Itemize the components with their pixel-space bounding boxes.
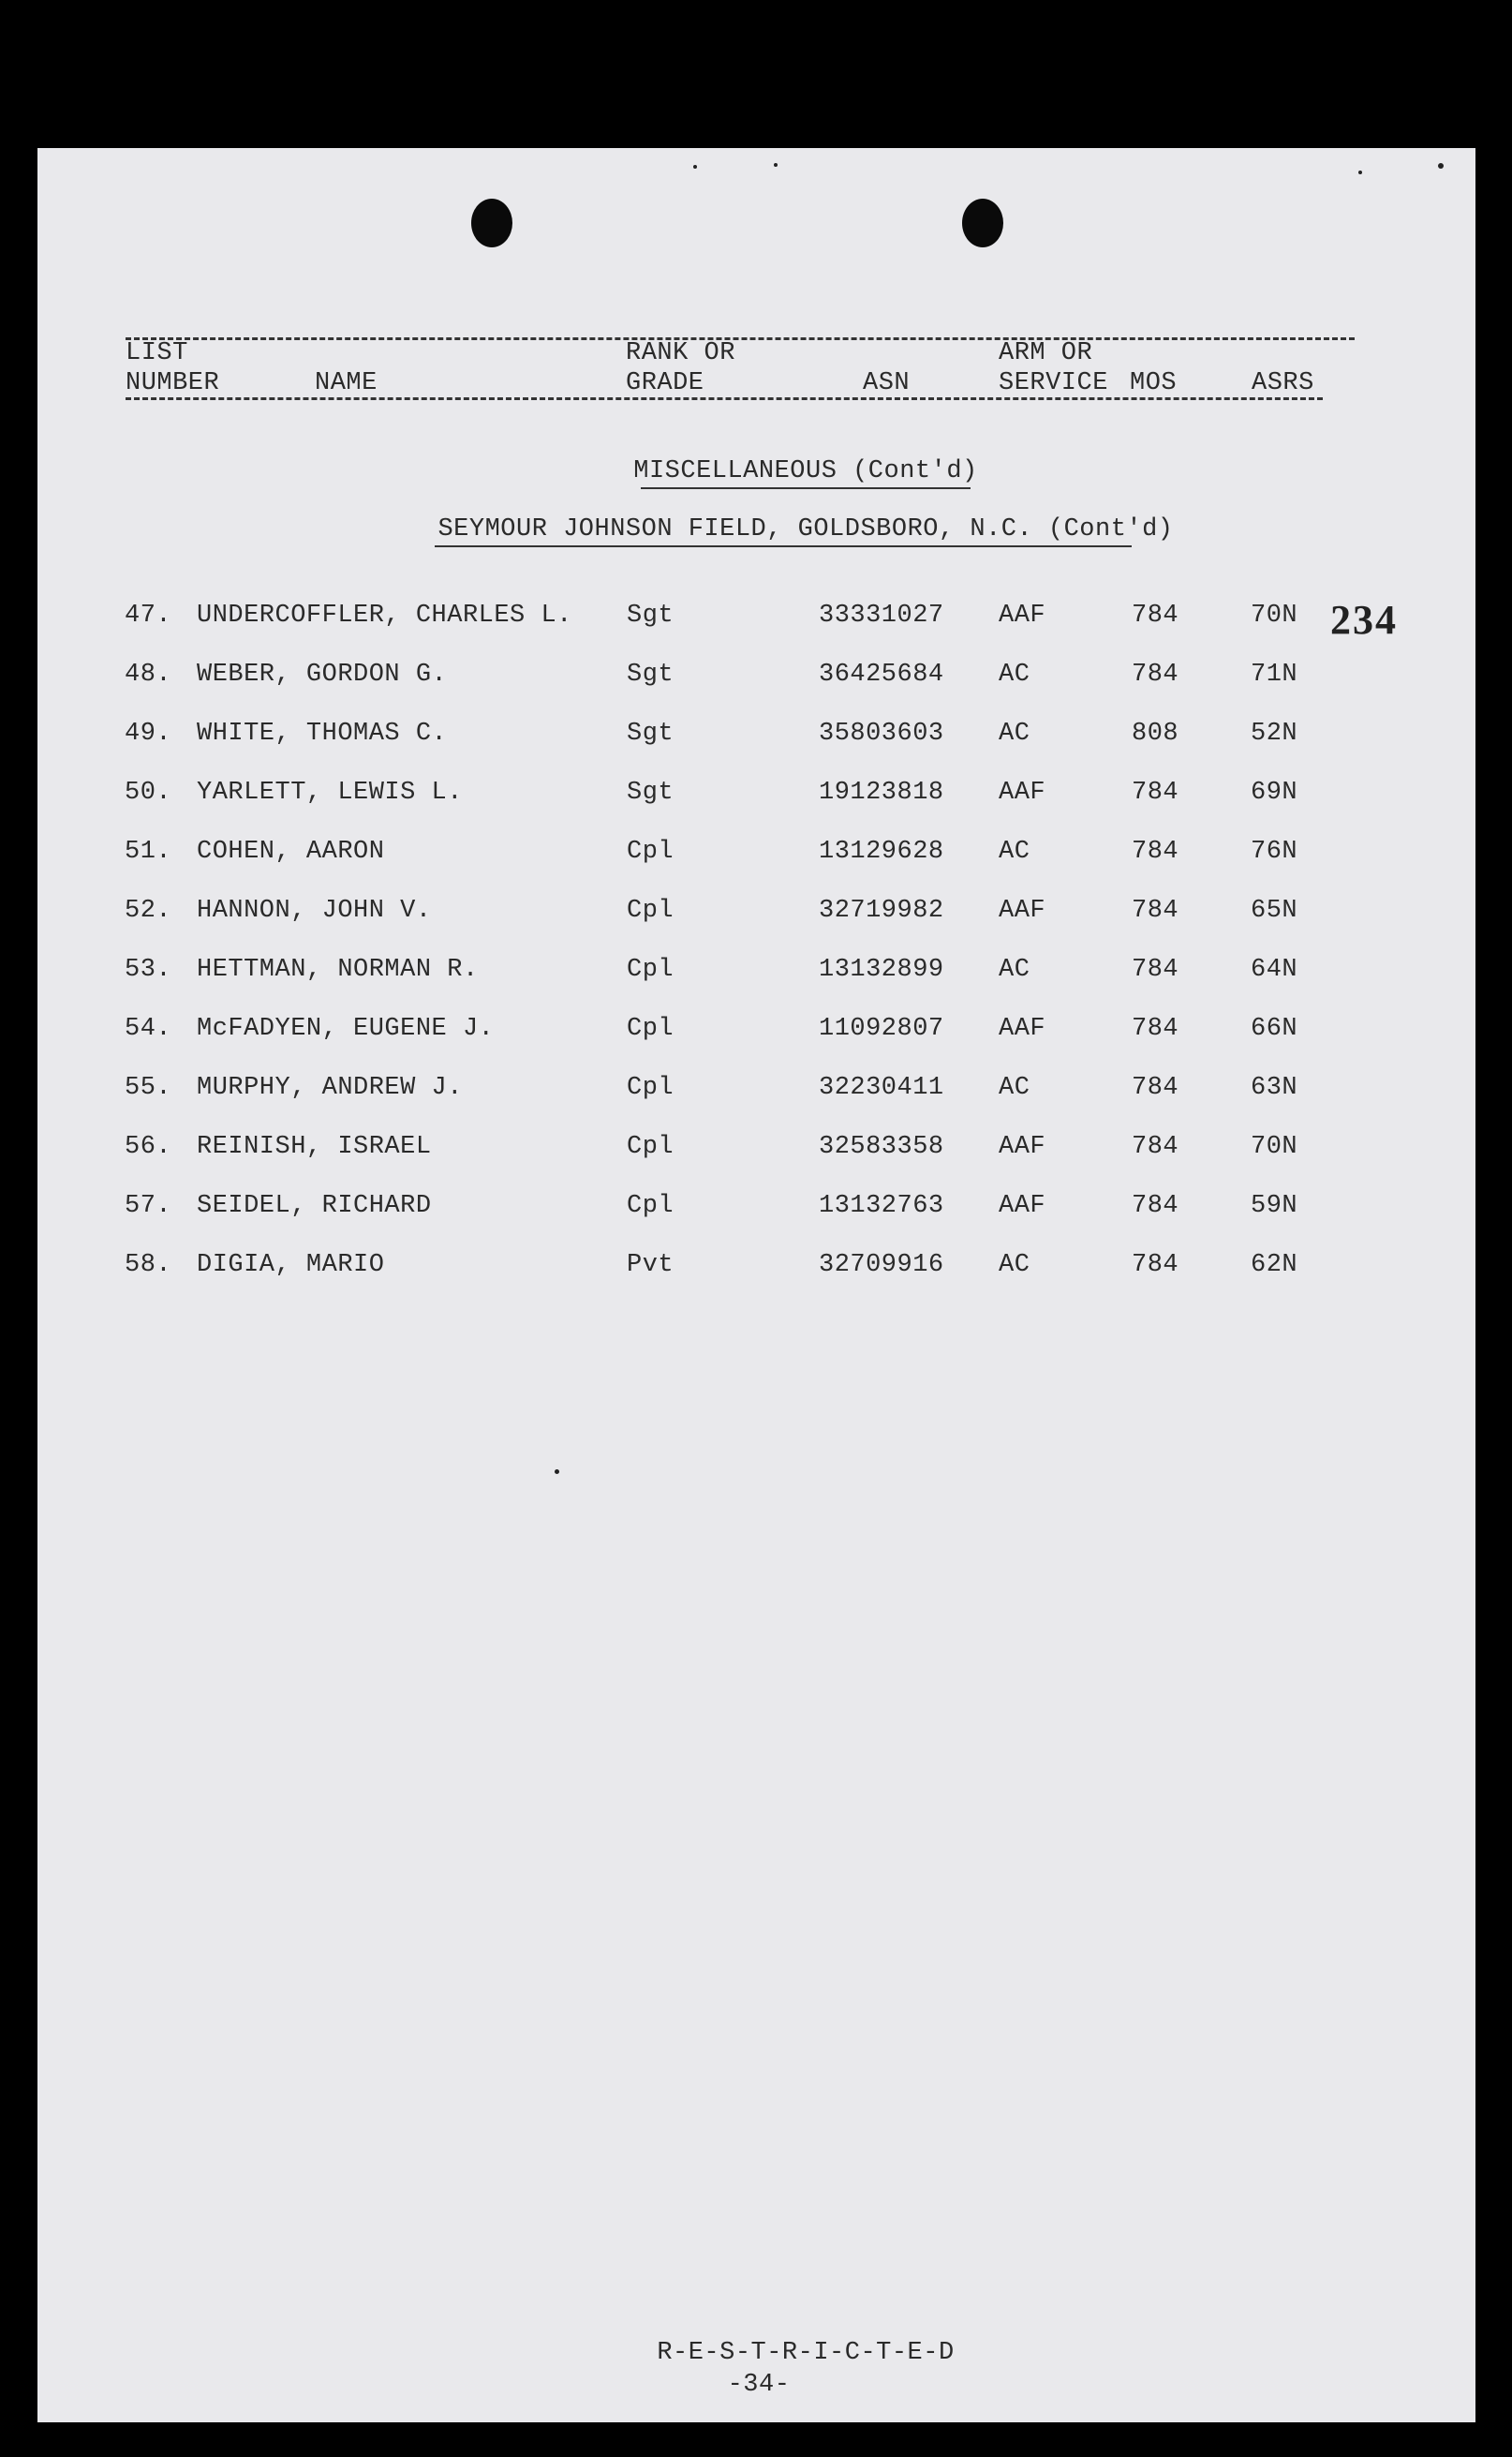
row-mos: 784: [1132, 1074, 1179, 1102]
row-asrs: 70N: [1251, 1133, 1298, 1161]
row-asrs: 65N: [1251, 897, 1298, 925]
row-rank: Cpl: [627, 897, 674, 925]
row-name: WHITE, THOMAS C.: [197, 720, 448, 748]
speck: [555, 1469, 559, 1474]
row-arm: AC: [999, 1074, 1030, 1102]
row-mos: 784: [1132, 661, 1179, 689]
row-asrs: 64N: [1251, 956, 1298, 984]
header-arm-or: ARM OR: [999, 339, 1093, 367]
row-name: HETTMAN, NORMAN R.: [197, 956, 479, 984]
row-arm: AAF: [999, 1015, 1046, 1043]
speck: [774, 163, 778, 167]
row-mos: 784: [1132, 779, 1179, 807]
row-rank: Cpl: [627, 1133, 674, 1161]
row-arm: AC: [999, 956, 1030, 984]
subsection-title: SEYMOUR JOHNSON FIELD, GOLDSBORO, N.C. (Cont'd): [437, 515, 1174, 544]
row-mos: 784: [1132, 838, 1179, 866]
page-stamp: 234: [1330, 597, 1398, 643]
row-mos: 784: [1132, 1192, 1179, 1220]
header-name: NAME: [315, 369, 378, 397]
row-name: HANNON, JOHN V.: [197, 897, 432, 925]
row-arm: AAF: [999, 1133, 1046, 1161]
row-number: 58.: [125, 1251, 172, 1279]
punch-hole-left: [471, 199, 512, 247]
row-name: COHEN, AARON: [197, 838, 385, 866]
row-mos: 784: [1132, 1251, 1179, 1279]
row-number: 54.: [125, 1015, 172, 1043]
row-number: 55.: [125, 1074, 172, 1102]
row-asn: 32719982: [819, 897, 944, 925]
header-asn: ASN: [863, 369, 911, 397]
header-list: LIST: [126, 339, 188, 367]
row-asn: 33331027: [819, 602, 944, 630]
section-title: MISCELLANEOUS (Cont'd): [633, 457, 978, 485]
header-number: NUMBER: [126, 369, 220, 397]
row-number: 47.: [125, 602, 172, 630]
header-service: SERVICE: [999, 369, 1108, 397]
row-number: 50.: [125, 779, 172, 807]
row-asrs: 71N: [1251, 661, 1298, 689]
speck: [693, 165, 697, 169]
row-arm: AC: [999, 720, 1030, 748]
header-grade: GRADE: [626, 369, 704, 397]
row-number: 57.: [125, 1192, 172, 1220]
row-name: REINISH, ISRAEL: [197, 1133, 432, 1161]
row-arm: AAF: [999, 897, 1046, 925]
row-mos: 784: [1132, 1133, 1179, 1161]
row-asn: 11092807: [819, 1015, 944, 1043]
row-rank: Cpl: [627, 1015, 674, 1043]
row-asrs: 76N: [1251, 838, 1298, 866]
row-mos: 784: [1132, 897, 1179, 925]
row-mos: 808: [1132, 720, 1179, 748]
row-asn: 35803603: [819, 720, 944, 748]
row-asn: 19123818: [819, 779, 944, 807]
subsection-title-underline: [435, 545, 1132, 547]
row-name: SEIDEL, RICHARD: [197, 1192, 432, 1220]
row-asrs: 69N: [1251, 779, 1298, 807]
header-bottom-rule: [126, 397, 1323, 400]
row-asn: 32583358: [819, 1133, 944, 1161]
header-top-rule: [126, 337, 1355, 340]
row-asrs: 59N: [1251, 1192, 1298, 1220]
row-number: 52.: [125, 897, 172, 925]
row-rank: Sgt: [627, 602, 674, 630]
header-asrs: ASRS: [1252, 369, 1314, 397]
row-rank: Cpl: [627, 1074, 674, 1102]
row-name: UNDERCOFFLER, CHARLES L.: [197, 602, 572, 630]
row-rank: Cpl: [627, 838, 674, 866]
row-asn: 32709916: [819, 1251, 944, 1279]
row-asn: 36425684: [819, 661, 944, 689]
restricted-marking: R-E-S-T-R-I-C-T-E-D: [657, 2339, 955, 2367]
row-name: WEBER, GORDON G.: [197, 661, 448, 689]
row-rank: Sgt: [627, 779, 674, 807]
row-name: McFADYEN, EUGENE J.: [197, 1015, 495, 1043]
row-rank: Cpl: [627, 1192, 674, 1220]
row-arm: AAF: [999, 602, 1046, 630]
row-rank: Pvt: [627, 1251, 674, 1279]
row-name: DIGIA, MARIO: [197, 1251, 385, 1279]
speck: [1358, 171, 1362, 174]
row-asrs: 66N: [1251, 1015, 1298, 1043]
header-mos: MOS: [1130, 369, 1178, 397]
row-rank: Cpl: [627, 956, 674, 984]
row-number: 56.: [125, 1133, 172, 1161]
row-number: 48.: [125, 661, 172, 689]
row-asrs: 70N: [1251, 602, 1298, 630]
row-mos: 784: [1132, 602, 1179, 630]
row-asrs: 52N: [1251, 720, 1298, 748]
row-number: 53.: [125, 956, 172, 984]
row-arm: AAF: [999, 779, 1046, 807]
row-name: MURPHY, ANDREW J.: [197, 1074, 463, 1102]
row-asn: 32230411: [819, 1074, 944, 1102]
row-mos: 784: [1132, 956, 1179, 984]
document-page: [37, 148, 1475, 2422]
section-title-underline: [641, 487, 971, 489]
row-asrs: 62N: [1251, 1251, 1298, 1279]
row-mos: 784: [1132, 1015, 1179, 1043]
speck: [1438, 163, 1444, 169]
row-arm: AC: [999, 1251, 1030, 1279]
row-asrs: 63N: [1251, 1074, 1298, 1102]
row-asn: 13129628: [819, 838, 944, 866]
row-asn: 13132763: [819, 1192, 944, 1220]
row-asn: 13132899: [819, 956, 944, 984]
row-number: 51.: [125, 838, 172, 866]
row-arm: AC: [999, 661, 1030, 689]
punch-hole-right: [962, 199, 1003, 247]
row-name: YARLETT, LEWIS L.: [197, 779, 463, 807]
row-arm: AC: [999, 838, 1030, 866]
page-number: -34-: [727, 2371, 791, 2399]
row-arm: AAF: [999, 1192, 1046, 1220]
row-number: 49.: [125, 720, 172, 748]
row-rank: Sgt: [627, 720, 674, 748]
row-rank: Sgt: [627, 661, 674, 689]
header-rank-or: RANK OR: [626, 339, 735, 367]
